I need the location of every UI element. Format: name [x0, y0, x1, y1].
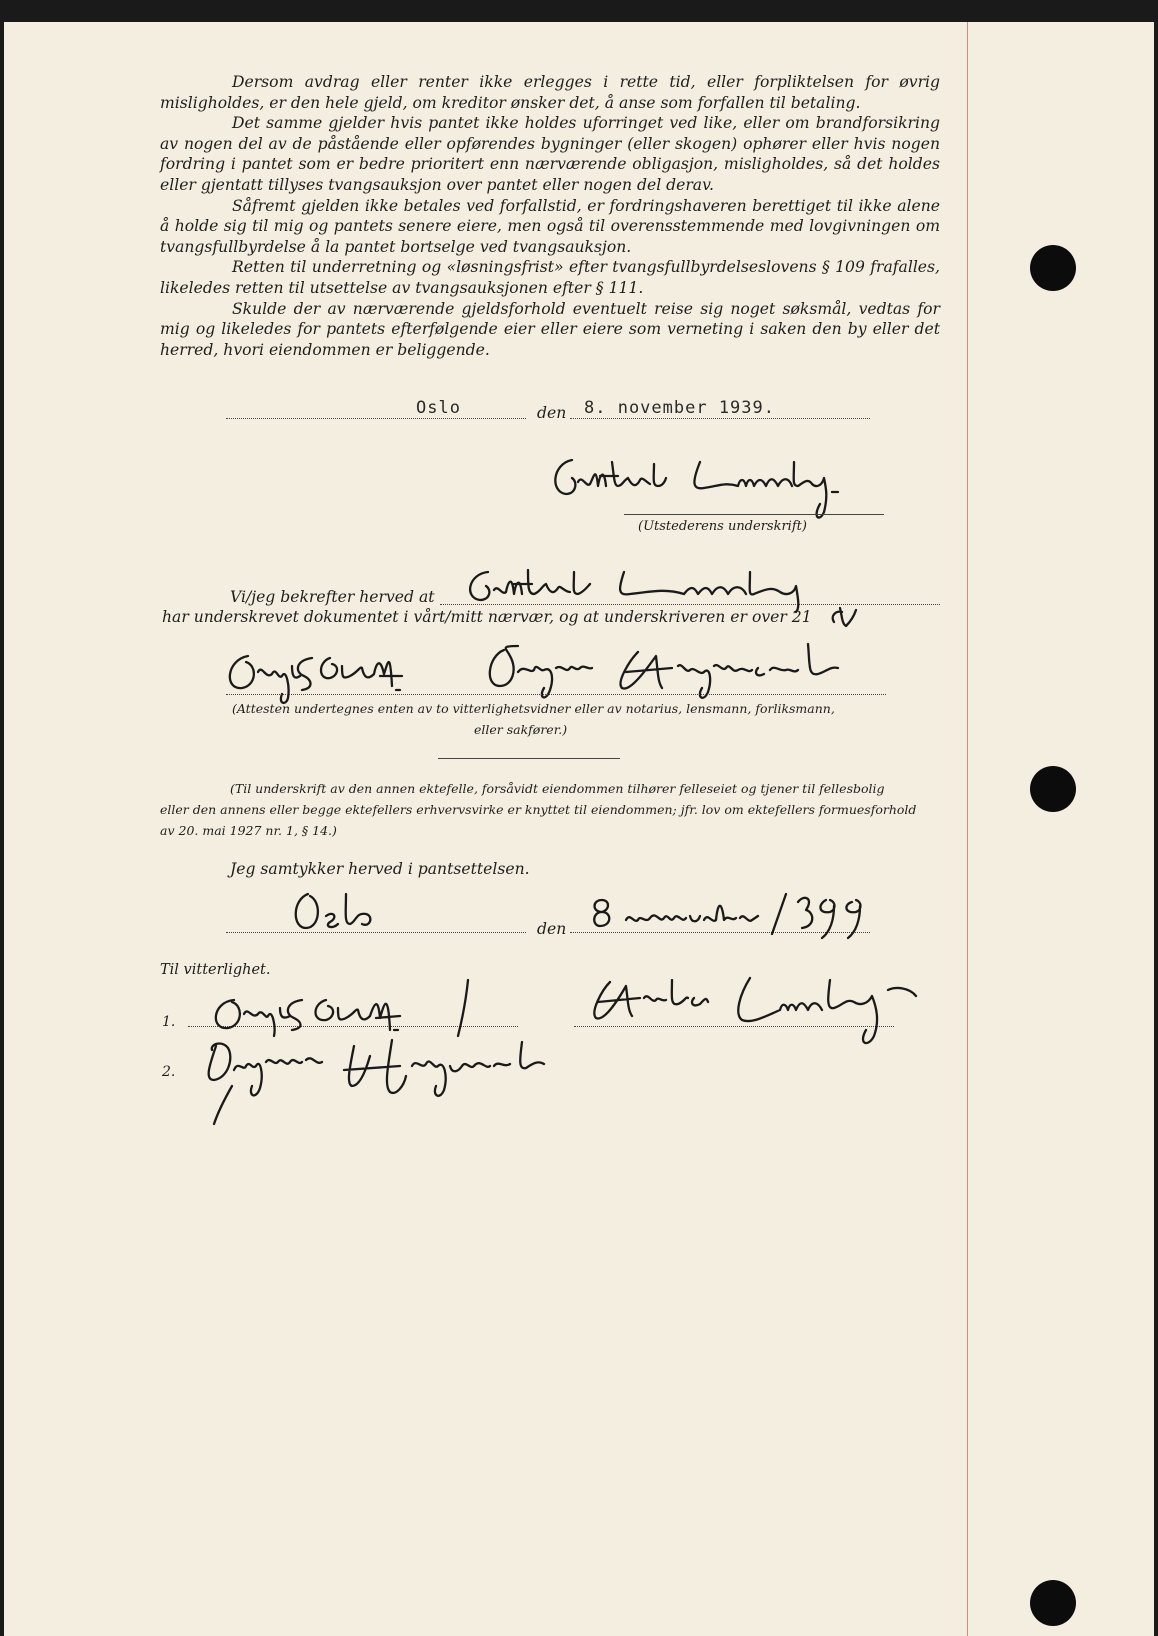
confirm-prefix: Vi/jeg bekrefter herved at [230, 588, 435, 606]
witness-number: 2. [162, 1064, 176, 1080]
paragraph: Retten til underretning og «løsningsfrist» efter tvangsfullbyrdelseslovens § 109 frafalles, likeledes retten til utsettelse av tvangsauksjonen efter § 111. [160, 258, 940, 297]
document-page [4, 22, 1154, 1636]
place-line [226, 418, 526, 419]
margin-rule [967, 22, 968, 1636]
spouse-note: (Til underskrift av den annen ektefelle, forsåvidt eiendommen tilhører felleseiet og tjener til fellesbolig [230, 781, 885, 796]
consent-text: Jeg samtykker herved i pantsettelsen. [230, 860, 530, 878]
date-typed: 8. november 1939. [584, 398, 775, 418]
date-line [570, 418, 870, 419]
date-handwritten [590, 890, 910, 944]
place-typed: Oslo [416, 398, 461, 418]
punch-hole [1030, 245, 1076, 291]
witness-2-signature [194, 1026, 574, 1120]
attest-note: (Attesten undertegnes enten av to vitterlighetsvidner eller av notarius, lensmann, forliksmann, [232, 701, 835, 716]
witness-title: Til vitterlighet. [160, 962, 271, 978]
section-divider [438, 758, 620, 759]
paragraph: Såfremt gjelden ikke betales ved forfallstid, er fordringshaveren berettiget til ikke alene å holde sig til mig og pantets senere eiere, men også til overensstemmende med lovgivningen om tvangsfullbyrdelse å la pantet bortselge ved tvangsauksjon. [160, 196, 940, 256]
place-handwritten [290, 888, 390, 942]
den-label-2: den [537, 920, 567, 938]
paragraph: Skulde der av nærværende gjeldsforhold eventuelt reise sig noget søksmål, vedtas for mig og likeledes for pantets efterfølgende eier eller eiere som verneting i saken den by eller det herred, hvori eiendommen er beliggende. [160, 299, 940, 359]
age-signature-mark [828, 606, 868, 634]
terms-text [160, 72, 940, 360]
issuer-caption: (Utstederens underskrift) [638, 519, 807, 534]
issuer-signature-line [624, 514, 884, 515]
confirm-line-2: har underskrevet dokumentet i vårt/mitt nærvær, og at underskriveren er over 21 [162, 608, 812, 626]
spouse-signature [590, 966, 930, 1060]
den-label: den [537, 404, 567, 422]
punch-hole [1030, 1580, 1076, 1626]
punch-hole [1030, 766, 1076, 812]
paragraph: Dersom avdrag eller renter ikke erlegges i rette tid, eller forpliktelsen for øvrig misligholdes, er den hele gjeld, om kreditor ønsker det, å anse som forfallen til betaling. [160, 73, 940, 112]
spouse-note: eller den annens eller begge ektefellers erhvervsvirke er knyttet til eiendommen; jfr. lov om ektefellers formuesforhold [160, 802, 917, 817]
witness-number: 1. [162, 1014, 176, 1030]
attest-note: eller sakfører.) [474, 722, 568, 737]
witness-line [226, 694, 886, 695]
paragraph: Det samme gjelder hvis pantet ikke holdes uforringet ved like, eller om brandforsikring av nogen del av de påstående eller opførendes bygninger (eller skogen) ophører eller hvis nogen fordring i pantet som er bedre prioritert enn nærværende obligasjon, misligholdes, så det holdes eller gjentatt tillyses tvangsauksjon over pantet eller nogen del derav. [160, 114, 940, 194]
spouse-note: av 20. mai 1927 nr. 1, § 14.) [160, 823, 337, 838]
